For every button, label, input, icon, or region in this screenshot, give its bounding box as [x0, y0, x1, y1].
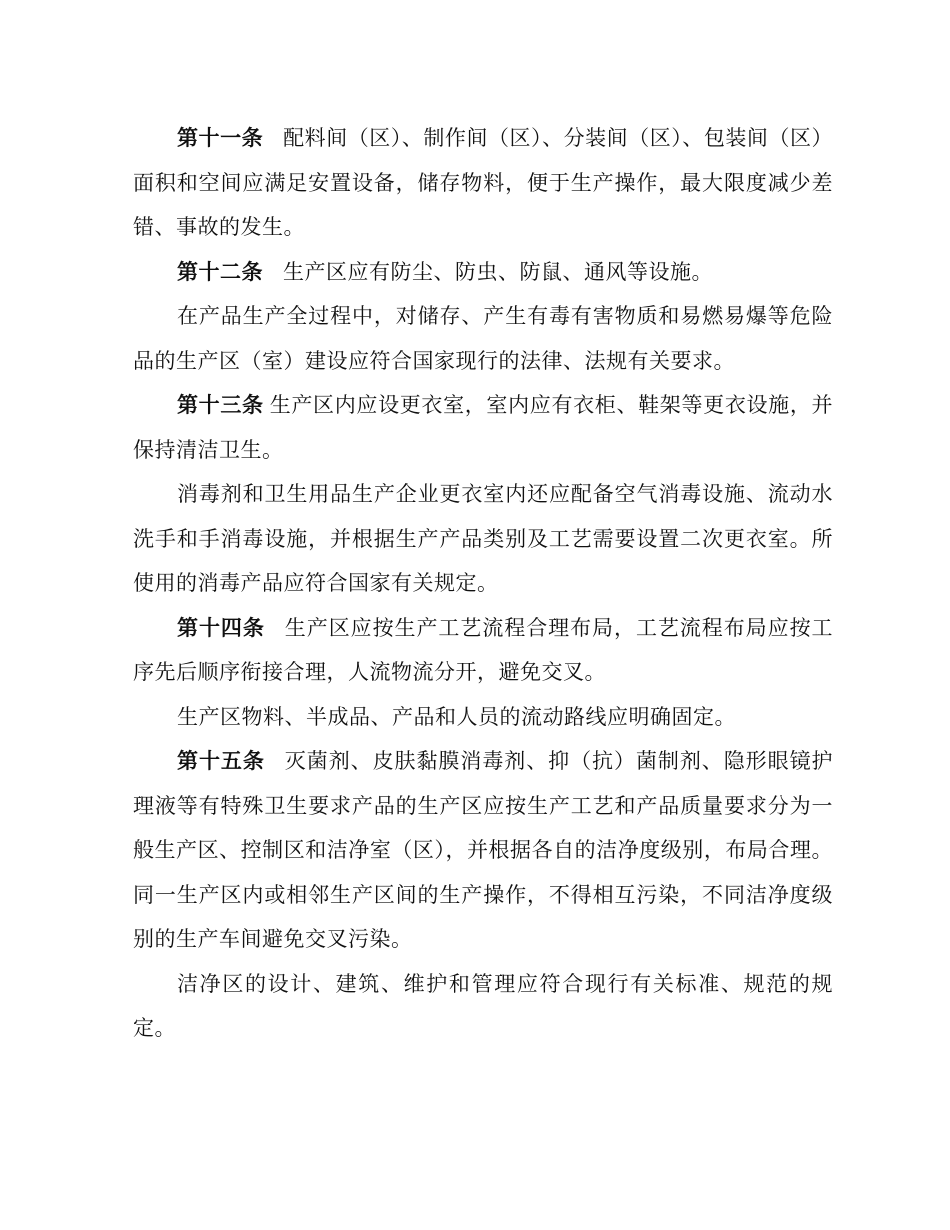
- paragraph-article-15: [133, 739, 833, 962]
- paragraph-article-13: [133, 383, 833, 472]
- article-heading: 第十一条: [177, 125, 264, 150]
- paragraph-clean-area-design: [133, 962, 833, 1051]
- paragraph-article-14: [133, 606, 833, 695]
- paragraph-text: 消毒剂和卫生用品生产企业更衣室内还应配备空气消毒设施、流动水洗手和手消毒设施，并根据生产产品类别及工艺需要设置二次更衣室。所使用的消毒产品应符合国家有关规定。: [133, 482, 833, 595]
- article-heading: 第十四条: [177, 614, 265, 640]
- paragraph-changing-room-disinfection: [133, 472, 833, 606]
- paragraph-hazardous-areas: [133, 294, 833, 383]
- paragraph-text: 生产区物料、半成品、产品和人员的流动路线应明确固定。: [177, 704, 736, 729]
- paragraph-flow-routes: [133, 695, 833, 740]
- paragraph-text: 生产区应按生产工艺流程合理布局，工艺流程布局应按工序先后顺序衔接合理，人流物流分开，避免交叉。: [133, 615, 834, 684]
- paragraph-text: 生产区内应设更衣室，室内应有衣柜、鞋架等更衣设施，并保持清洁卫生。: [133, 393, 834, 462]
- paragraph-text: 在产品生产全过程中，对储存、产生有毒有害物质和易燃易爆等危险品的生产区（室）建设应符合国家现行的法律、法规有关要求。: [133, 304, 833, 373]
- paragraph-article-12: [133, 250, 833, 295]
- document-body: [133, 116, 833, 1051]
- paragraph-article-11: [133, 116, 833, 250]
- paragraph-text: 灭菌剂、皮肤黏膜消毒剂、抑（抗）菌制剂、隐形眼镜护理液等有特殊卫生要求产品的生产区应按生产工艺和产品质量要求分为一般生产区、控制区和洁净室（区），并根据各自的洁净度级别，布局合理。同一生产区内或相邻生产区间的生产操作，不得相互污染，不同洁净度级别的生产车间避免交叉污染。: [133, 749, 834, 951]
- article-heading: 第十五条: [177, 748, 265, 773]
- article-heading: 第十二条: [177, 258, 263, 284]
- article-heading: 第十三条: [177, 392, 264, 417]
- paragraph-text: 生产区应有防尘、防虫、防鼠、通风等设施。: [283, 259, 713, 284]
- paragraph-text: 洁净区的设计、建筑、维护和管理应符合现行有关标准、规范的规定。: [133, 971, 833, 1040]
- paragraph-text: 配料间（区）、制作间（区）、分装间（区）、包装间（区）面积和空间应满足安置设备，储存物料，便于生产操作，最大限度减少差错、事故的发生。: [133, 126, 834, 239]
